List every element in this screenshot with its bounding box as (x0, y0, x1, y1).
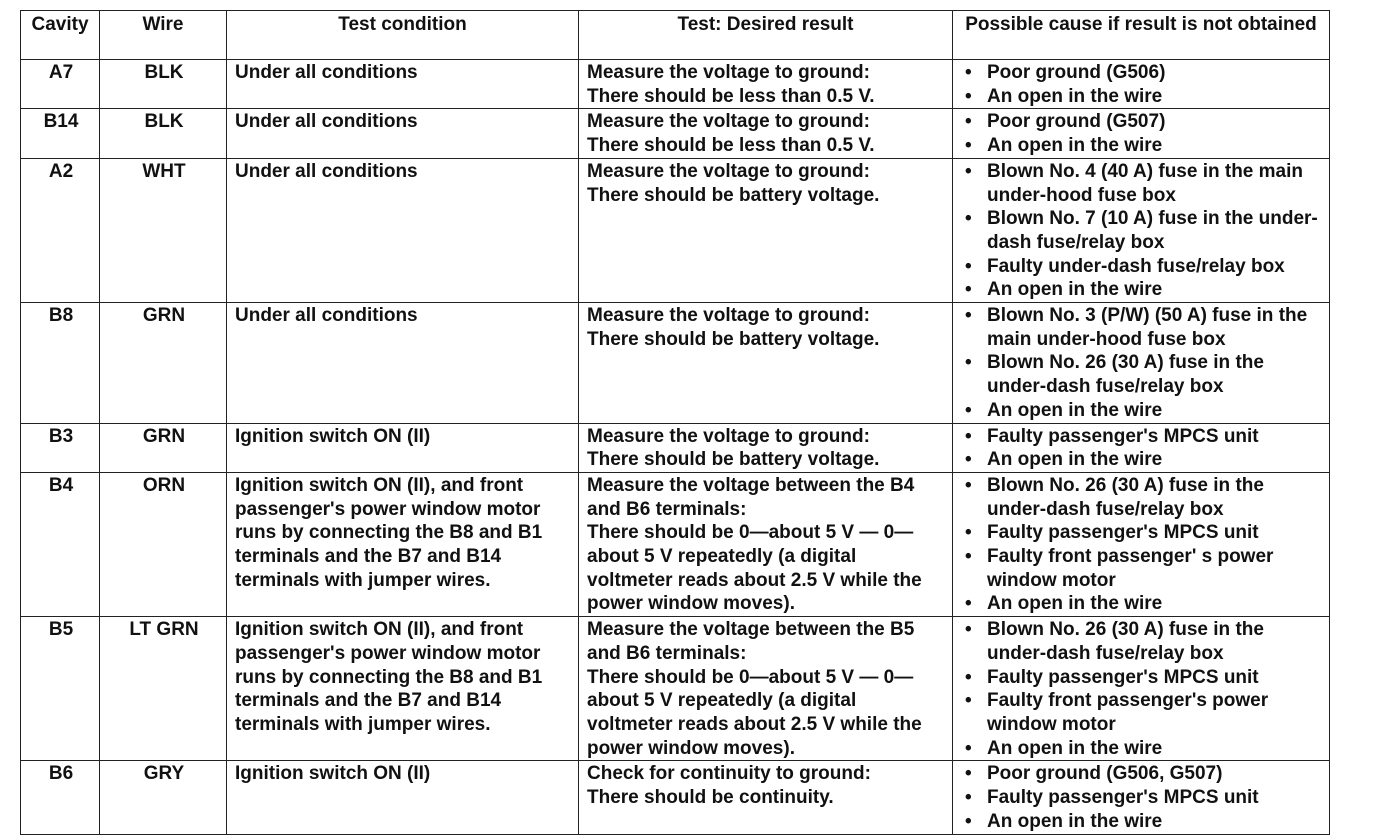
table-row (21, 158, 1330, 302)
cause-cell (953, 423, 1330, 472)
header-test-condition: Test condition (227, 11, 579, 60)
table-row (21, 60, 1330, 109)
result-line: There should be less than 0.5 V. (587, 135, 875, 157)
wire-cell: LT GRN (100, 617, 227, 761)
cavity-cell: B4 (21, 472, 100, 616)
wire-cell: BLK (100, 109, 227, 158)
result-line: There should be battery voltage. (587, 328, 880, 350)
cause-item: • Blown No. 26 (30 A) fuse in the under-dash fuse/relay box (961, 474, 1323, 521)
result-cell (579, 472, 953, 616)
cavity-cell: B3 (21, 423, 100, 472)
cavity-cell: B6 (21, 761, 100, 834)
cause-list (961, 425, 1323, 472)
result-cell (579, 109, 953, 158)
condition-cell: Under all conditions (227, 303, 579, 424)
condition-cell: Ignition switch ON (II) (227, 761, 579, 834)
header-cavity: Cavity (21, 11, 100, 60)
cause-item: • An open in the wire (961, 134, 1323, 158)
cause-list (961, 618, 1323, 760)
cause-item: • Poor ground (G506, G507) (961, 762, 1323, 786)
result-line: Measure the voltage to ground: (587, 425, 870, 447)
cause-item: • An open in the wire (961, 448, 1323, 472)
result-line: Check for continuity to ground: (587, 763, 871, 785)
wire-cell: GRN (100, 303, 227, 424)
header-row (21, 11, 1330, 60)
cause-cell (953, 761, 1330, 834)
cause-item: • An open in the wire (961, 278, 1323, 302)
cause-item: • Blown No. 4 (40 A) fuse in the main under-hood fuse box (961, 160, 1323, 207)
cause-item: • Blown No. 26 (30 A) fuse in the under-dash fuse/relay box (961, 351, 1323, 398)
result-line: Measure the voltage between the B4 and B6 terminals: (587, 474, 915, 520)
result-cell (579, 423, 953, 472)
cause-item: • Faulty front passenger' s power window motor (961, 545, 1323, 592)
result-line: There should be 0—about 5 V — 0— about 5 V repeatedly (a digital voltmeter reads about 2.5 V while the power window moves). (587, 522, 922, 615)
header-wire: Wire (100, 11, 227, 60)
wire-cell: GRY (100, 761, 227, 834)
wire-cell: GRN (100, 423, 227, 472)
cause-item: • Faulty passenger's MPCS unit (961, 786, 1323, 810)
result-cell (579, 761, 953, 834)
cause-item: • An open in the wire (961, 399, 1323, 423)
cause-item: • Blown No. 26 (30 A) fuse in the under-dash fuse/relay box (961, 618, 1323, 665)
result-line: There should be continuity. (587, 787, 834, 809)
cause-cell (953, 109, 1330, 158)
result-line: There should be less than 0.5 V. (587, 85, 875, 107)
table-row (21, 303, 1330, 424)
cause-item: • Faulty passenger's MPCS unit (961, 425, 1323, 449)
wire-cell: ORN (100, 472, 227, 616)
result-line: Measure the voltage to ground: (587, 62, 870, 83)
cause-item: • Faulty front passenger's power window motor (961, 689, 1323, 736)
cause-item: • An open in the wire (961, 737, 1323, 761)
result-line: Measure the voltage to ground: (587, 160, 870, 182)
condition-cell: Under all conditions (227, 158, 579, 302)
table-row (21, 109, 1330, 158)
cause-item: • An open in the wire (961, 810, 1323, 834)
cause-cell (953, 158, 1330, 302)
cause-item: • Blown No. 7 (10 A) fuse in the under-dash fuse/relay box (961, 207, 1323, 254)
cause-list (961, 474, 1323, 616)
cavity-cell: B5 (21, 617, 100, 761)
result-line: There should be battery voltage. (587, 449, 880, 471)
header-desired-result: Test: Desired result (579, 11, 953, 60)
result-line: There should be battery voltage. (587, 184, 880, 206)
result-line: Measure the voltage to ground: (587, 305, 870, 327)
cause-list (961, 110, 1323, 157)
cause-item: • An open in the wire (961, 85, 1323, 109)
cause-cell (953, 617, 1330, 761)
cause-list (961, 61, 1323, 108)
cause-list (961, 762, 1323, 833)
cause-list (961, 160, 1323, 302)
header-possible-cause: Possible cause if result is not obtained (953, 11, 1330, 60)
result-cell (579, 617, 953, 761)
cause-item: • Faulty passenger's MPCS unit (961, 666, 1323, 690)
condition-cell: Under all conditions (227, 109, 579, 158)
table-row (21, 761, 1330, 834)
table-row (21, 472, 1330, 616)
result-cell (579, 303, 953, 424)
cause-cell (953, 303, 1330, 424)
cause-item: • Faulty under-dash fuse/relay box (961, 255, 1323, 279)
condition-cell: Ignition switch ON (II), and front passenger's power window motor runs by connecting the B8 and B1 terminals and the B7 and B14 terminals with jumper wires. (227, 617, 579, 761)
cause-item: • Blown No. 3 (P/W) (50 A) fuse in the main under-hood fuse box (961, 304, 1323, 351)
result-line: Measure the voltage between the B5 and B6 terminals: (587, 619, 915, 664)
cavity-cell: B8 (21, 303, 100, 424)
wire-cell: WHT (100, 158, 227, 302)
cause-cell (953, 472, 1330, 616)
result-cell (579, 60, 953, 109)
result-cell (579, 158, 953, 302)
cavity-cell: A7 (21, 60, 100, 109)
cause-list (961, 304, 1323, 423)
cause-cell (953, 60, 1330, 109)
cavity-cell: B14 (21, 109, 100, 158)
condition-cell: Ignition switch ON (II), and front passenger's power window motor runs by connecting the B8 and B1 terminals and the B7 and B14 terminals with jumper wires. (227, 472, 579, 616)
table-row (21, 423, 1330, 472)
cause-item: • Faulty passenger's MPCS unit (961, 521, 1323, 545)
result-line: Measure the voltage to ground: (587, 111, 870, 133)
cause-item: • Poor ground (G507) (961, 110, 1323, 134)
cause-item: • An open in the wire (961, 592, 1323, 616)
test-table (20, 10, 1330, 835)
table-row (21, 617, 1330, 761)
result-line: There should be 0—about 5 V — 0— about 5 V repeatedly (a digital voltmeter reads about 2.5 V while the power window moves). (587, 666, 922, 759)
condition-cell: Ignition switch ON (II) (227, 423, 579, 472)
condition-cell: Under all conditions (227, 60, 579, 109)
wire-cell: BLK (100, 60, 227, 109)
cavity-cell: A2 (21, 158, 100, 302)
cause-item: • Poor ground (G506) (961, 61, 1323, 85)
